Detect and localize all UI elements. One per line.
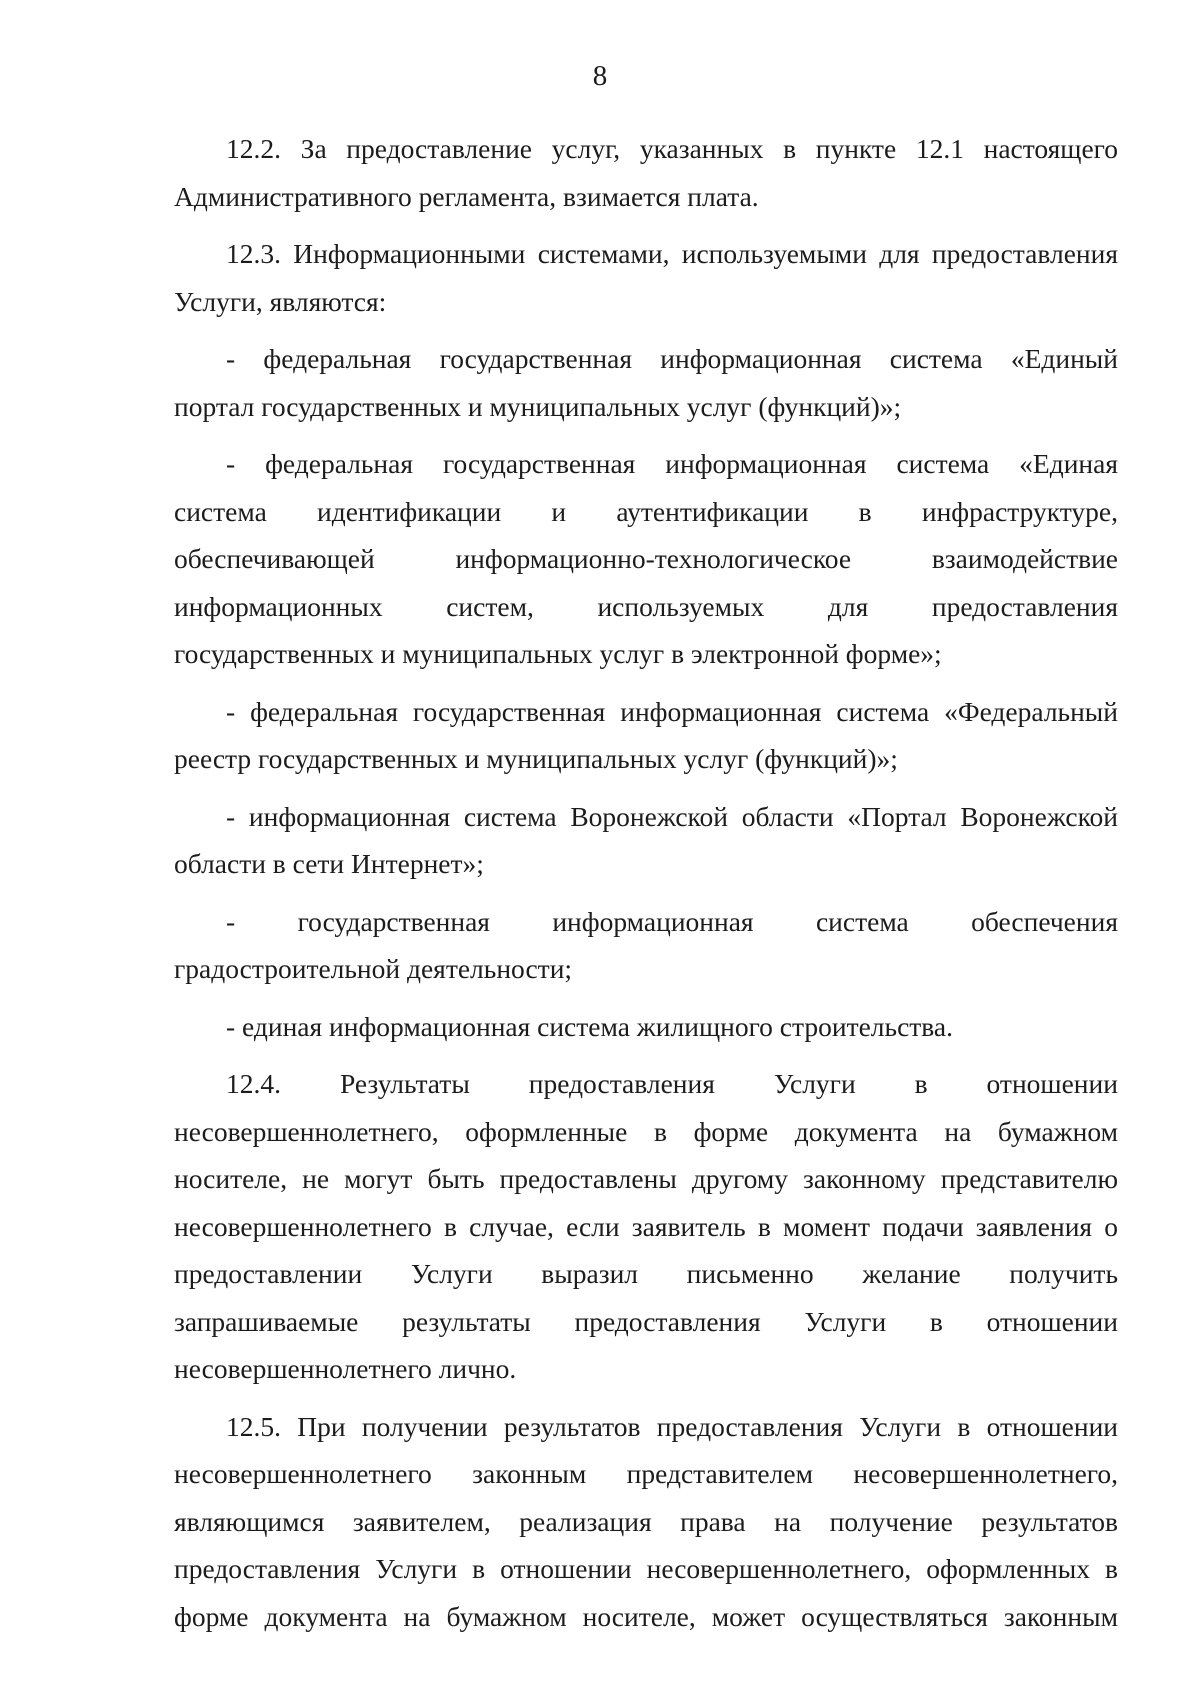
word: - [226,905,236,937]
paragraph-line: запрашиваемые результаты предоставления Услуги в отношении [174,1305,1118,1337]
paragraph-line: Административного регламента, взимается плата. [174,180,759,212]
list-item-line: - федеральная государственная информационная система «Единая [226,448,1118,479]
document-body [174,125,1118,1640]
list-item-line: области в сети Интернет»; [174,848,484,879]
paragraph-12-2 [174,125,1118,220]
list-item-isogd [174,898,1118,993]
paragraph-line: форме документа на бумажном носителе, может осуществляться законным [174,1600,1118,1632]
word: информационная [552,905,754,937]
list-item-line: обеспечивающей информационно-технологическое взаимодействие [174,543,1118,574]
paragraph-line [226,1060,1118,1108]
word: в [914,1068,928,1099]
list-item-esia [174,440,1118,678]
paragraph-line: предоставления Услуги в отношении несовершеннолетнего, оформленных в [174,1553,1118,1584]
word: обеспечения [971,905,1118,937]
list-item-line: - информационная система Воронежской области «Портал Воронежской [226,800,1118,832]
paragraph-line: являющимся заявителем, реализация права на получение результатов [174,1505,1118,1537]
list-item-line: государственных и муниципальных услуг в электронной форме»; [174,638,942,669]
list-item-line: - федеральная государственная информационная система «Единый [226,343,1118,374]
list-item-line: система идентификации и аутентификации в инфраструктуре, [174,495,1118,527]
list-item-eisgs [174,1003,1118,1051]
paragraph-line: несовершеннолетнего законным представителем несовершеннолетнего, [174,1458,1118,1489]
paragraph-line: 12.5. При получении результатов предоставления Услуги в отношении [226,1410,1118,1442]
word: государственная [297,905,490,937]
list-item-line: информационных систем, используемых для предоставления [174,590,1118,622]
paragraph-line: 12.3. Информационными системами, используемыми для предоставления [226,238,1118,269]
word: отношении [986,1068,1118,1099]
paragraph-line: несовершеннолетнего, оформленные в форме документа на бумажном [174,1115,1118,1147]
paragraph-line: носителе, не могут быть предоставлены другому законному представителю [174,1163,1118,1194]
paragraph-line: предоставлении Услуги выразил письменно желание получить [174,1258,1118,1289]
paragraph-line: несовершеннолетнего лично. [174,1353,517,1384]
list-item-frgu [174,688,1118,783]
paragraph-line: Услуги, являются: [174,285,387,317]
list-item-line: - единая информационная система жилищного строительства. [226,1010,953,1042]
list-item-epgu [174,335,1118,430]
list-item-line: - федеральная государственная информационная система «Федеральный [226,695,1118,727]
word: предоставления [528,1068,715,1099]
word: Результаты [339,1068,470,1099]
list-item-line: реестр государственных и муниципальных услуг (функций)»; [174,743,898,774]
paragraph-12-5 [174,1403,1118,1641]
page-number: 8 [592,60,608,92]
paragraph-line: несовершеннолетнего в случае, если заявитель в момент подачи заявления о [174,1210,1118,1242]
word: система [815,905,909,937]
list-item-line [226,898,1118,946]
word: Услуги [773,1068,856,1099]
word: 12.4. [226,1068,281,1099]
paragraph-line: 12.2. За предоставление услуг, указанных в пункте 12.1 настоящего [226,133,1118,164]
paragraph-12-4 [174,1060,1118,1393]
list-item-line: градостроительной деятельности; [174,953,573,984]
paragraph-12-3 [174,230,1118,325]
list-item-line: портал государственных и муниципальных услуг (функций)»; [174,390,902,422]
list-item-portal [174,793,1118,888]
